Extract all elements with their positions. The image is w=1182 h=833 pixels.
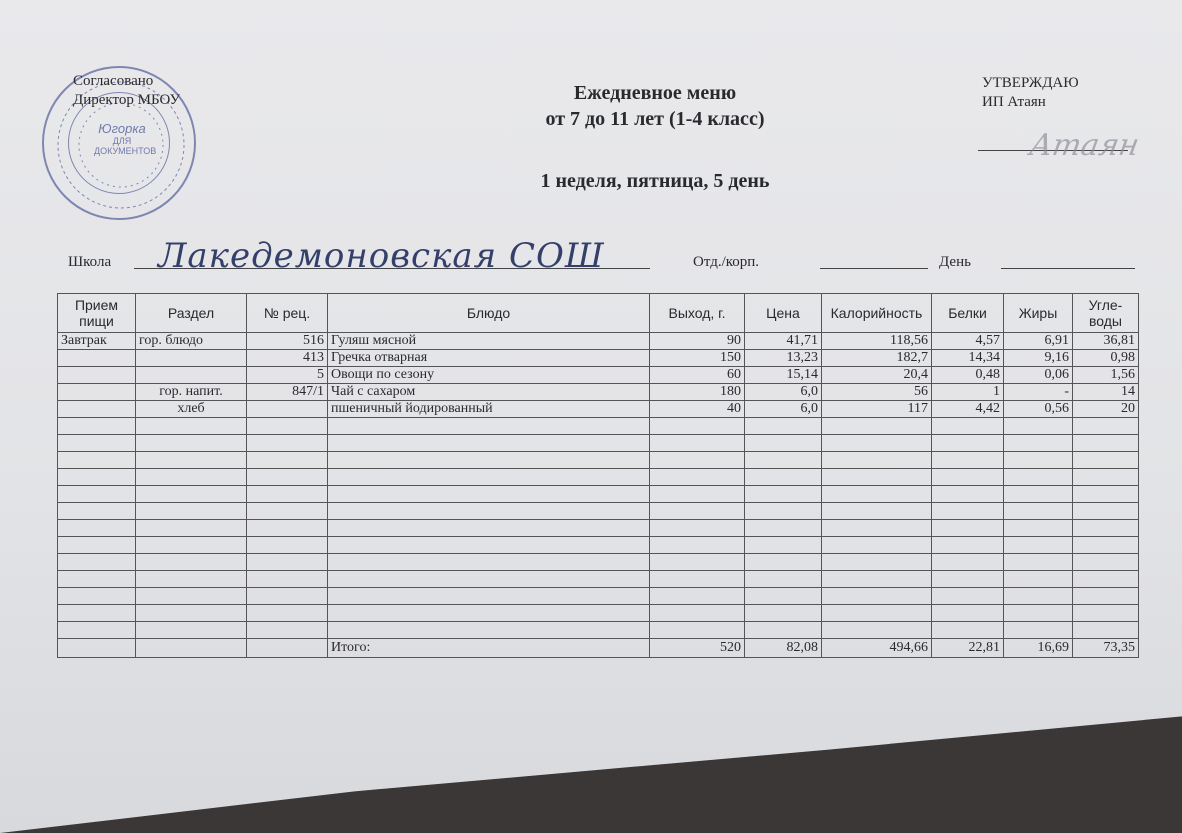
dept-underline (820, 268, 928, 269)
signature: Атаян (1026, 128, 1142, 163)
col-calories-cell: 117 (822, 401, 932, 418)
col-price-cell: 13,23 (745, 350, 822, 367)
col-meal-cell (58, 503, 136, 520)
col-meal-cell (58, 401, 136, 418)
col-recipe-cell (247, 401, 328, 418)
col-recipe-cell (247, 622, 328, 639)
table-row (58, 469, 1139, 486)
table-row (58, 520, 1139, 537)
col-protein-cell: 14,34 (932, 350, 1004, 367)
col-calories-cell (822, 469, 932, 486)
table-row (58, 418, 1139, 435)
col-section-cell (136, 537, 247, 554)
col-yield-cell (650, 520, 745, 537)
col-protein-cell (932, 520, 1004, 537)
col-carbs-header: Угле-воды (1073, 294, 1139, 333)
col-fat-header: Жиры (1004, 294, 1073, 333)
col-carbs-total: 73,35 (1073, 639, 1139, 658)
col-carbs-cell (1073, 537, 1139, 554)
col-price-cell: 41,71 (745, 333, 822, 350)
col-recipe-cell: 516 (247, 333, 328, 350)
col-carbs-cell (1073, 622, 1139, 639)
col-dish-header: Блюдо (328, 294, 650, 333)
col-carbs-cell (1073, 452, 1139, 469)
col-calories-cell: 56 (822, 384, 932, 401)
col-recipe-cell (247, 588, 328, 605)
table-row (58, 571, 1139, 588)
dept-label: Отд./корп. (693, 254, 760, 270)
col-carbs-cell (1073, 486, 1139, 503)
col-fat-cell (1004, 605, 1073, 622)
col-dish-cell: Чай с сахаром (328, 384, 650, 401)
col-price-cell (745, 469, 822, 486)
table-row (58, 503, 1139, 520)
col-price-cell (745, 452, 822, 469)
col-section-cell (136, 452, 247, 469)
col-yield-cell (650, 605, 745, 622)
col-carbs-cell (1073, 571, 1139, 588)
col-meal-cell (58, 605, 136, 622)
col-calories-cell (822, 435, 932, 452)
col-section-cell (136, 554, 247, 571)
col-fat-cell: 0,06 (1004, 367, 1073, 384)
col-fat-cell: 0,56 (1004, 401, 1073, 418)
col-section-cell (136, 435, 247, 452)
col-section-cell (136, 469, 247, 486)
menu-table (57, 293, 1139, 658)
col-section-cell (136, 367, 247, 384)
stamp-center-line2: ДОКУМЕНТОВ (94, 146, 157, 156)
col-protein-cell: 0,48 (932, 367, 1004, 384)
stamp-handwriting: Югорка (98, 121, 146, 136)
col-yield-cell: 40 (650, 401, 745, 418)
col-yield-cell (650, 435, 745, 452)
col-protein-cell (932, 554, 1004, 571)
col-yield-total: 520 (650, 639, 745, 658)
page-title (420, 80, 890, 132)
col-recipe-cell (247, 605, 328, 622)
table-row (58, 605, 1139, 622)
col-fat-cell (1004, 418, 1073, 435)
col-calories-cell (822, 486, 932, 503)
col-protein-cell (932, 469, 1004, 486)
col-fat-cell (1004, 452, 1073, 469)
col-protein-cell: 4,42 (932, 401, 1004, 418)
page-subtitle: 1 неделя, пятница, 5 день (540, 170, 770, 192)
col-calories-cell (822, 588, 932, 605)
col-meal-cell (58, 435, 136, 452)
col-section-header: Раздел (136, 294, 247, 333)
col-section-cell (136, 503, 247, 520)
table-row (58, 554, 1139, 571)
col-fat-cell: - (1004, 384, 1073, 401)
col-protein-header: Белки (932, 294, 1004, 333)
col-meal-cell (58, 537, 136, 554)
col-yield-header: Выход, г. (650, 294, 745, 333)
table-row (58, 401, 1139, 418)
table-row (58, 486, 1139, 503)
col-carbs-cell (1073, 554, 1139, 571)
col-price-cell (745, 571, 822, 588)
table-header-row (58, 294, 1139, 333)
title-line2: от 7 до 11 лет (1-4 класс) (545, 108, 765, 130)
col-section-cell (136, 350, 247, 367)
col-protein-cell (932, 537, 1004, 554)
col-recipe-cell (247, 571, 328, 588)
col-dish-cell (328, 503, 650, 520)
col-section-cell (136, 622, 247, 639)
col-fat-cell: 6,91 (1004, 333, 1073, 350)
col-dish-cell: Гречка отварная (328, 350, 650, 367)
col-calories-cell (822, 418, 932, 435)
table-row (58, 333, 1139, 350)
col-section-cell (136, 418, 247, 435)
col-meal-cell: Завтрак (58, 333, 136, 350)
col-yield-cell (650, 554, 745, 571)
col-section-cell (136, 605, 247, 622)
col-protein-total: 22,81 (932, 639, 1004, 658)
col-dish-cell (328, 418, 650, 435)
col-carbs-cell (1073, 605, 1139, 622)
col-dish-cell (328, 554, 650, 571)
col-fat-cell (1004, 554, 1073, 571)
col-calories-header: Калорийность (822, 294, 932, 333)
col-carbs-cell (1073, 520, 1139, 537)
col-meal-header: Прием пищи (58, 294, 136, 333)
table-row (58, 367, 1139, 384)
total-row (58, 639, 1139, 658)
col-yield-cell (650, 486, 745, 503)
col-recipe-cell (247, 554, 328, 571)
col-fat-cell (1004, 571, 1073, 588)
col-yield-cell (650, 537, 745, 554)
col-dish-cell: Гуляш мясной (328, 333, 650, 350)
col-recipe-total (247, 639, 328, 658)
col-fat-cell (1004, 486, 1073, 503)
col-yield-cell (650, 418, 745, 435)
col-protein-cell (932, 452, 1004, 469)
col-recipe-cell (247, 435, 328, 452)
col-section-cell: хлеб (136, 401, 247, 418)
table-row (58, 350, 1139, 367)
col-fat-cell (1004, 503, 1073, 520)
col-meal-cell (58, 350, 136, 367)
day-label: День (939, 254, 971, 270)
col-yield-cell (650, 622, 745, 639)
col-recipe-cell (247, 418, 328, 435)
col-meal-cell (58, 571, 136, 588)
col-section-cell (136, 571, 247, 588)
col-meal-total (58, 639, 136, 658)
col-price-cell (745, 486, 822, 503)
col-recipe-cell (247, 503, 328, 520)
col-calories-cell: 20,4 (822, 367, 932, 384)
col-price-cell (745, 503, 822, 520)
col-price-cell (745, 554, 822, 571)
col-price-cell (745, 435, 822, 452)
col-price-cell (745, 520, 822, 537)
col-protein-cell (932, 435, 1004, 452)
col-carbs-cell (1073, 469, 1139, 486)
table-row (58, 452, 1139, 469)
col-section-cell (136, 588, 247, 605)
col-calories-cell: 118,56 (822, 333, 932, 350)
col-protein-cell (932, 486, 1004, 503)
col-protein-cell (932, 588, 1004, 605)
col-calories-cell (822, 452, 932, 469)
col-calories-cell (822, 605, 932, 622)
col-recipe-header: № рец. (247, 294, 328, 333)
col-calories-cell: 182,7 (822, 350, 932, 367)
col-calories-cell (822, 503, 932, 520)
col-dish-cell (328, 622, 650, 639)
title-line1: Ежедневное меню (573, 82, 737, 104)
col-yield-cell (650, 503, 745, 520)
col-recipe-cell: 847/1 (247, 384, 328, 401)
col-meal-cell (58, 554, 136, 571)
col-calories-cell (822, 554, 932, 571)
col-carbs-cell: 0,98 (1073, 350, 1139, 367)
col-yield-cell (650, 571, 745, 588)
col-protein-cell: 4,57 (932, 333, 1004, 350)
col-meal-cell (58, 622, 136, 639)
approval-label: Согласовано (73, 73, 154, 89)
col-fat-cell (1004, 588, 1073, 605)
col-fat-cell (1004, 537, 1073, 554)
col-dish-cell (328, 469, 650, 486)
col-meal-cell (58, 452, 136, 469)
col-meal-cell (58, 367, 136, 384)
col-protein-cell (932, 622, 1004, 639)
col-yield-cell (650, 452, 745, 469)
col-recipe-cell (247, 520, 328, 537)
col-recipe-cell: 5 (247, 367, 328, 384)
col-meal-cell (58, 469, 136, 486)
col-dish-cell (328, 537, 650, 554)
col-yield-cell: 60 (650, 367, 745, 384)
table-row (58, 537, 1139, 554)
col-recipe-cell: 413 (247, 350, 328, 367)
col-dish-cell (328, 588, 650, 605)
col-recipe-cell (247, 486, 328, 503)
col-section-total (136, 639, 247, 658)
col-fat-cell (1004, 469, 1073, 486)
col-protein-cell (932, 605, 1004, 622)
col-carbs-cell (1073, 503, 1139, 520)
table-row (58, 622, 1139, 639)
col-section-cell: гор. напит. (136, 384, 247, 401)
col-dish-cell (328, 435, 650, 452)
col-protein-cell: 1 (932, 384, 1004, 401)
col-yield-cell: 90 (650, 333, 745, 350)
col-price-cell (745, 588, 822, 605)
col-carbs-cell: 36,81 (1073, 333, 1139, 350)
col-price-header: Цена (745, 294, 822, 333)
col-calories-cell (822, 537, 932, 554)
col-calories-total: 494,66 (822, 639, 932, 658)
day-underline (1001, 268, 1135, 269)
col-yield-cell (650, 588, 745, 605)
col-meal-cell (58, 418, 136, 435)
col-section-cell (136, 520, 247, 537)
col-price-cell (745, 605, 822, 622)
col-price-cell (745, 537, 822, 554)
col-dish-total: Итого: (328, 639, 650, 658)
col-fat-cell (1004, 520, 1073, 537)
col-price-cell: 6,0 (745, 384, 822, 401)
col-meal-cell (58, 520, 136, 537)
col-meal-cell (58, 384, 136, 401)
approver-name: ИП Атаян (982, 94, 1046, 110)
col-price-cell: 15,14 (745, 367, 822, 384)
col-carbs-cell: 14 (1073, 384, 1139, 401)
col-section-cell: гор. блюдо (136, 333, 247, 350)
col-dish-cell (328, 571, 650, 588)
school-name-handwritten: Лакедемоновская СОШ (158, 236, 605, 276)
col-yield-cell (650, 469, 745, 486)
col-dish-cell (328, 520, 650, 537)
col-dish-cell (328, 452, 650, 469)
table-row (58, 435, 1139, 452)
col-recipe-cell (247, 469, 328, 486)
col-carbs-cell (1073, 418, 1139, 435)
col-price-cell (745, 622, 822, 639)
col-fat-cell (1004, 622, 1073, 639)
col-carbs-cell: 1,56 (1073, 367, 1139, 384)
school-label: Школа (68, 254, 112, 270)
col-protein-cell (932, 503, 1004, 520)
col-fat-cell: 9,16 (1004, 350, 1073, 367)
col-yield-cell: 150 (650, 350, 745, 367)
col-fat-cell (1004, 435, 1073, 452)
approved-label: УТВЕРЖДАЮ (982, 75, 1079, 91)
col-meal-cell (58, 588, 136, 605)
col-protein-cell (932, 418, 1004, 435)
approval-block (73, 72, 180, 110)
col-fat-total: 16,69 (1004, 639, 1073, 658)
col-calories-cell (822, 622, 932, 639)
col-yield-cell: 180 (650, 384, 745, 401)
col-recipe-cell (247, 452, 328, 469)
table-row (58, 384, 1139, 401)
col-price-cell (745, 418, 822, 435)
col-dish-cell: пшеничный йодированный (328, 401, 650, 418)
stamp-center-line1: ДЛЯ (112, 136, 132, 146)
col-carbs-cell: 20 (1073, 401, 1139, 418)
col-calories-cell (822, 571, 932, 588)
col-carbs-cell (1073, 588, 1139, 605)
col-price-cell: 6,0 (745, 401, 822, 418)
col-price-total: 82,08 (745, 639, 822, 658)
table-row (58, 588, 1139, 605)
col-carbs-cell (1073, 435, 1139, 452)
col-section-cell (136, 486, 247, 503)
col-dish-cell (328, 486, 650, 503)
approval-director: Директор МБОУ (73, 92, 181, 108)
col-calories-cell (822, 520, 932, 537)
col-recipe-cell (247, 537, 328, 554)
col-dish-cell (328, 605, 650, 622)
col-protein-cell (932, 571, 1004, 588)
col-dish-cell: Овощи по сезону (328, 367, 650, 384)
approved-block (982, 74, 1079, 112)
col-meal-cell (58, 486, 136, 503)
